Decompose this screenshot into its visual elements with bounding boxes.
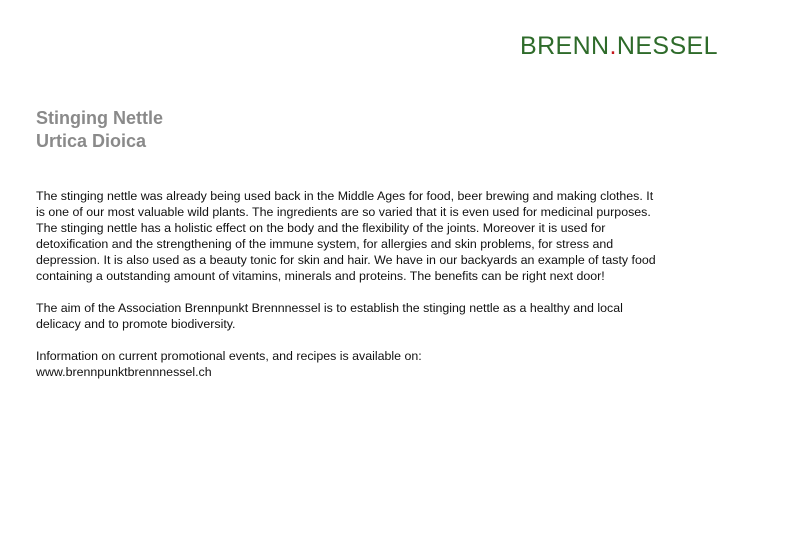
association-aim-paragraph: The aim of the Association Brennpunkt Brennnessel is to establish the stinging nettle as a healthy and local delicacy and to promote biodiversity. (36, 301, 623, 331)
logo-dot: . (609, 32, 617, 60)
title-common-name: Stinging Nettle (36, 108, 163, 128)
website-link[interactable]: www.brennpunktbrennnessel.ch (36, 365, 212, 379)
description-paragraph: The stinging nettle was already being used back in the Middle Ages for food, beer brewing and making clothes. It is one of our most valuable wild plants. The ingredients are so varied that it is even used for medicinal purposes. The stinging nettle has a holistic effect on the body and the flexibility of the joints. Moreover it is used for detoxification and the strengthening of the immune system, for allergies and skin problems, for stress and depression. It is also used as a beauty tonic for skin and hair. We have in our backyards an example of tasty food containing a outstanding amount of vitamins, minerals and proteins. The benefits can be right next door! (36, 189, 656, 283)
info-line: Information on current promotional events, and recipes is available on: (36, 349, 422, 363)
logo-text-part1: BRENN (520, 32, 610, 60)
body-text (36, 188, 661, 380)
brand-logo (520, 32, 718, 60)
title-latin-name: Urtica Dioica (36, 131, 147, 151)
info-block (36, 348, 661, 380)
page-title (36, 107, 163, 153)
logo-text-part2: NESSEL (616, 32, 718, 60)
